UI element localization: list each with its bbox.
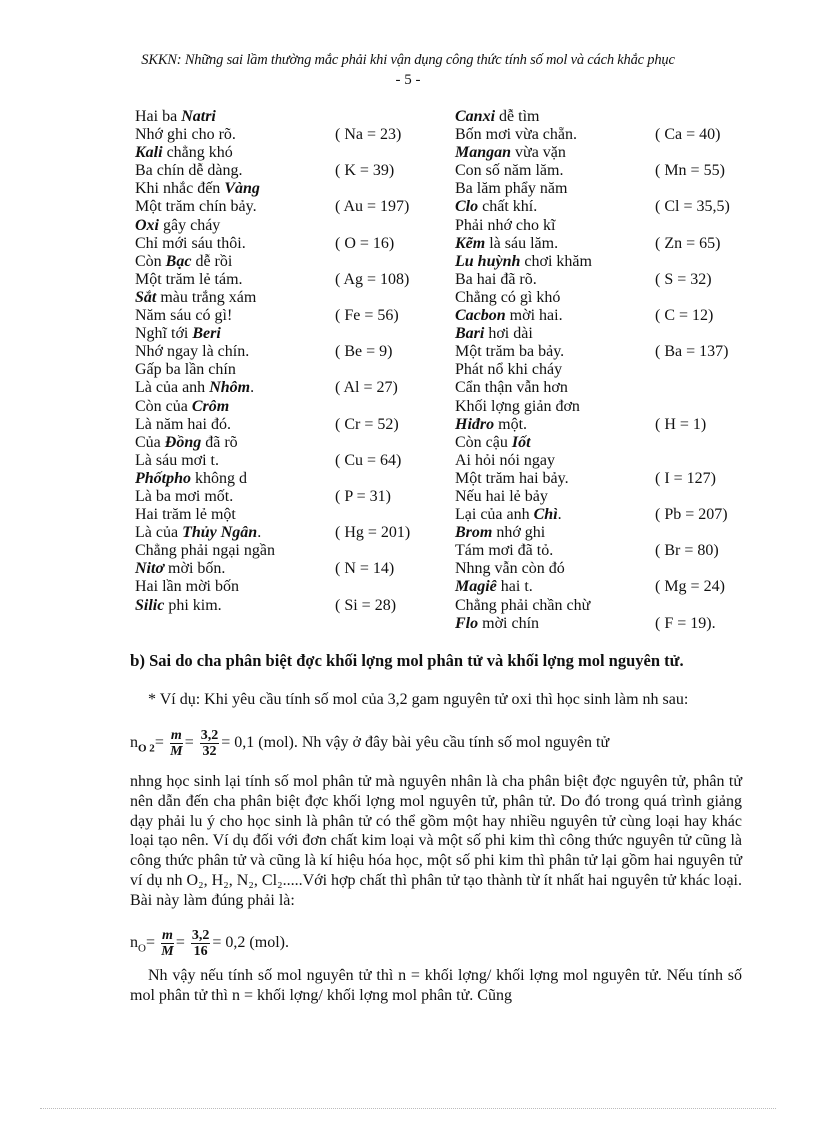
- poem-text: gây cháy: [159, 216, 221, 234]
- poem-left-column: [135, 108, 445, 615]
- poem-line-text: [455, 506, 562, 523]
- eq2-frac2-den: 16: [193, 944, 208, 959]
- poem-line-text: [135, 289, 256, 306]
- poem-text: Còn: [135, 252, 166, 270]
- poem-text: .: [250, 379, 255, 397]
- poem-text: Chẳng có gì khó: [455, 288, 561, 306]
- poem-text: Còn của: [135, 397, 192, 415]
- poem-line: [455, 578, 755, 596]
- element-name: Mangan: [455, 144, 512, 162]
- element-name: Thủy Ngân: [182, 524, 258, 542]
- poem-line-text: [135, 434, 238, 451]
- poem-text: không d: [191, 469, 248, 487]
- poem-line: [135, 560, 445, 578]
- poem-line-text: [455, 361, 562, 378]
- element-name: Bari: [455, 325, 485, 343]
- poem-text: Khối lợng giản đơn: [455, 397, 580, 415]
- atomic-mass-value: ( H = 1): [655, 415, 707, 433]
- poem-line: [455, 416, 755, 434]
- atomic-mass-value: ( Na = 23): [335, 126, 402, 144]
- atomic-mass-value: ( Fe = 56): [335, 307, 399, 325]
- eq1-result: = 0,1 (mol).: [221, 734, 298, 752]
- page-number: - 5 -: [395, 72, 421, 88]
- poem-line: [455, 434, 755, 452]
- poem-line: [455, 615, 755, 633]
- element-name: Sắt: [135, 288, 157, 306]
- poem-line-text: [455, 253, 592, 270]
- eq2-lhs: n: [130, 934, 138, 952]
- poem-line-text: [135, 506, 236, 523]
- poem-line: [455, 379, 755, 397]
- atomic-mass-value: ( S = 32): [655, 270, 712, 288]
- poem-line: [135, 289, 445, 307]
- poem-line-text: [455, 162, 563, 179]
- element-name: Bạc: [165, 252, 192, 270]
- poem-text: Phát nổ khi cháy: [455, 361, 563, 379]
- poem-line-text: [135, 452, 219, 469]
- poem-line-text: [455, 235, 558, 252]
- poem-text: Khi nhắc đến: [135, 180, 225, 198]
- poem-text: Gấp ba lần chín: [135, 361, 236, 379]
- poem-line-text: [455, 524, 545, 541]
- poem-line: [135, 253, 445, 271]
- poem-text: Nghĩ tới: [135, 325, 193, 343]
- eq2-fraction-mM: [161, 928, 174, 959]
- poem-text: Con số năm lăm.: [455, 162, 564, 180]
- atomic-mass-value: ( C = 12): [655, 307, 714, 325]
- element-name: Silic: [135, 596, 165, 614]
- poem-text: chơi khăm: [520, 252, 592, 270]
- poem-text: chẳng khó: [162, 144, 233, 162]
- poem-line: [135, 325, 445, 343]
- eq1-frac2-num: 3,2: [200, 728, 219, 743]
- poem-line: [455, 560, 755, 578]
- atomic-mass-value: ( N = 14): [335, 560, 395, 578]
- poem-line: [455, 361, 755, 379]
- poem-line-text: [135, 162, 243, 179]
- poem-line-text: [135, 488, 233, 505]
- atomic-mass-value: ( Zn = 65): [655, 234, 721, 252]
- atomic-mass-value: ( Cr = 52): [335, 415, 399, 433]
- equation-1: [130, 728, 609, 759]
- poem-line: [455, 108, 755, 126]
- poem-line-text: [455, 289, 560, 306]
- poem-text: Là sáu mơi t.: [135, 451, 219, 469]
- poem-line-text: [455, 180, 567, 197]
- poem-text: là sáu lăm.: [485, 234, 559, 252]
- atomic-mass-value: ( Mn = 55): [655, 162, 725, 180]
- atomic-mass-value: ( Ca = 40): [655, 126, 721, 144]
- eq1-equals-2: =: [184, 734, 194, 752]
- page-bottom-border: [40, 1108, 776, 1109]
- poem-text: một.: [494, 415, 528, 433]
- poem-line: [455, 506, 755, 524]
- atomic-mass-value: ( F = 19).: [655, 614, 716, 632]
- poem-line-text: [455, 217, 555, 234]
- eq1-equals: =: [154, 734, 164, 752]
- element-name: Crôm: [191, 397, 230, 415]
- element-name: Hiđro: [455, 415, 495, 433]
- poem-text: Phải nhớ cho kĩ: [455, 216, 556, 234]
- poem-line: [135, 307, 445, 325]
- poem-line-text: [455, 578, 533, 595]
- poem-text: Bốn mơi vừa chẵn.: [455, 126, 577, 144]
- poem-line: [135, 524, 445, 542]
- poem-line-text: [455, 108, 539, 125]
- poem-line: [455, 597, 755, 615]
- poem-line: [455, 542, 755, 560]
- section-title: ) Sai do cha phân biệt đợc khối lợng mol phân tử và khối lợng mol nguyên tử.: [139, 651, 684, 670]
- poem-line-text: [455, 615, 539, 632]
- atomic-mass-value: ( Ba = 137): [655, 343, 729, 361]
- poem-line: [455, 253, 755, 271]
- element-name: Kẽm: [455, 234, 486, 252]
- poem-text: nhớ ghi: [492, 524, 546, 542]
- poem-text: Nhớ ghi cho rõ.: [135, 126, 236, 144]
- section-label: b: [130, 651, 140, 670]
- poem-line-text: [135, 524, 261, 541]
- atomic-mass-value: ( Br = 80): [655, 542, 719, 560]
- atomic-mass-value: ( Cu = 64): [335, 451, 402, 469]
- poem-text: Là của anh: [135, 379, 210, 397]
- atomic-mass-value: ( Mg = 24): [655, 578, 725, 596]
- element-name: Iốt: [511, 433, 531, 451]
- element-name: Canxi: [455, 108, 496, 125]
- element-name: Nitơ: [135, 560, 165, 578]
- equation-2: [130, 928, 289, 959]
- element-name: Nhôm: [209, 379, 251, 397]
- poem-line: [455, 126, 755, 144]
- poem-text: Còn cậu: [455, 433, 512, 451]
- poem-line-text: [135, 416, 231, 433]
- poem-line-text: [455, 398, 580, 415]
- poem-line: [455, 180, 755, 198]
- poem-line: [135, 398, 445, 416]
- poem-text: Nhng vẫn còn đó: [455, 560, 565, 578]
- element-name: Chì: [533, 506, 558, 524]
- poem-line: [135, 108, 445, 126]
- page-header: SKKN: Những sai lầm thường mắc phải khi vận dụng công thức tính số mol và cách khắc phục: [141, 52, 675, 68]
- eq2-equals-2: =: [175, 934, 185, 952]
- poem-text: Chẳng phải ngại ngần: [135, 542, 275, 560]
- poem-text: dễ tìm: [495, 108, 540, 125]
- poem-text: Cẩn thận vẫn hơn: [455, 379, 568, 397]
- eq2-frac1-num: m: [161, 928, 173, 943]
- poem-text: Hai trăm lẻ một: [135, 506, 236, 524]
- poem-line: [455, 524, 755, 542]
- poem-line-text: [455, 488, 548, 505]
- poem-line: [455, 162, 755, 180]
- poem-text: chất khí.: [478, 198, 538, 216]
- poem-line: [455, 144, 755, 162]
- poem-text: phi kim.: [164, 596, 222, 614]
- element-name: Beri: [192, 325, 221, 343]
- atomic-mass-value: ( Au = 197): [335, 198, 410, 216]
- poem-line-text: [455, 144, 566, 161]
- poem-line-text: [135, 398, 229, 415]
- eq1-lhs: n: [130, 734, 138, 752]
- poem-line-text: [135, 198, 257, 215]
- poem-text: Ai hỏi nói ngay: [455, 451, 555, 469]
- poem-line-text: [455, 379, 568, 396]
- eq1-frac2-den: 32: [202, 744, 217, 759]
- poem-line: [455, 307, 755, 325]
- atomic-mass-value: ( Be = 9): [335, 343, 393, 361]
- poem-line-text: [135, 578, 239, 595]
- eq1-fraction-mM: [170, 728, 183, 759]
- element-name: Kali: [135, 144, 163, 162]
- poem-text: mời bốn.: [164, 560, 226, 578]
- eq2-frac1-den: M: [161, 944, 174, 959]
- eq2-subscript: O: [138, 942, 146, 955]
- poem-text: hơi dài: [484, 325, 533, 343]
- poem-text: Là của: [135, 524, 183, 542]
- poem-line: [455, 271, 755, 289]
- poem-line-text: [135, 343, 249, 360]
- element-name: Magiê: [455, 578, 497, 596]
- poem-text: Ba lăm phẩy năm: [455, 180, 568, 198]
- poem-line-text: [455, 560, 565, 577]
- poem-line: [135, 361, 445, 379]
- element-name: Vàng: [224, 180, 260, 198]
- poem-line-text: [455, 126, 577, 143]
- poem-line: [135, 379, 445, 397]
- element-name: Brom: [455, 524, 493, 542]
- poem-line: [135, 162, 445, 180]
- poem-line: [135, 217, 445, 235]
- poem-line: [135, 470, 445, 488]
- poem-text: Một trăm hai bảy.: [455, 469, 569, 487]
- poem-line-text: [455, 307, 563, 324]
- poem-text: Một trăm chín bảy.: [135, 198, 257, 216]
- poem-text: .: [257, 524, 262, 542]
- poem-text: .: [557, 506, 562, 524]
- eq1-frac1-num: m: [170, 728, 182, 743]
- poem-line: [135, 343, 445, 361]
- poem-line-text: [135, 180, 260, 197]
- poem-text: Ba hai đã rõ.: [455, 270, 537, 288]
- atomic-mass-value: ( Si = 28): [335, 596, 397, 614]
- element-name: Flo: [455, 614, 479, 632]
- poem-text: Ba chín dễ dàng.: [135, 162, 243, 180]
- poem-line-text: [135, 597, 222, 614]
- conclusion-paragraph: Nh vậy nếu tính số mol nguyên tử thì n = khối lợng/ khối lợng mol nguyên tử. Nếu tính số mol phân tử thì n = khối lợng/ khối lợng mol phân tử. Cũng: [130, 967, 742, 1004]
- poem-text: màu trắng xám: [156, 288, 257, 306]
- poem-line: [455, 452, 755, 470]
- poem-line: [135, 542, 445, 560]
- element-name: Clo: [455, 198, 479, 216]
- poem-line-text: [455, 597, 590, 614]
- poem-line: [135, 235, 445, 253]
- poem-text: Chẳng phải chần chừ: [455, 596, 591, 614]
- poem-line: [135, 180, 445, 198]
- atomic-mass-value: ( Al = 27): [335, 379, 398, 397]
- eq2-frac2-num: 3,2: [191, 928, 210, 943]
- poem-text: Là năm hai đó.: [135, 415, 231, 433]
- poem-text: mời hai.: [505, 307, 563, 325]
- poem-line: [135, 126, 445, 144]
- poem-text: Nhớ ngay là chín.: [135, 343, 250, 361]
- poem-line: [455, 398, 755, 416]
- poem-line: [135, 452, 445, 470]
- poem-line: [135, 416, 445, 434]
- poem-line: [135, 434, 445, 452]
- atomic-mass-value: ( K = 39): [335, 162, 395, 180]
- poem-text: Là ba mơi mốt.: [135, 487, 234, 505]
- eq2-fraction-values: [191, 928, 211, 959]
- poem-line-text: [455, 198, 537, 215]
- poem-line: [455, 289, 755, 307]
- poem-text: Hai lần mời bốn: [135, 578, 239, 596]
- poem-line: [455, 488, 755, 506]
- poem-line-text: [455, 343, 564, 360]
- eq1-trail-text: Nh vậy ở đây bài yêu cầu tính số mol nguyên tử: [297, 734, 610, 752]
- poem-line-text: [455, 325, 533, 342]
- element-name: Natri: [181, 108, 216, 125]
- explanation-paragraph: nhng học sinh lại tính số mol phân tử mà nguyên nhân là cha phân biệt đợc nguyên tử, phân tử nên dẫn đến cha phân biệt đợc khối lợng mol nguyên tử, phân tử. Do đó trong quá trình giảng dạy phải lu ý cho học sinh là phân tử có thể gồm một hay nhiều nguyên tử cùng loại hay khác loại tạo nên. Ví dụ đối với đơn chất kim loại và một số phi kim thì công thức nguyên tử cũng là công thức phân tử và cũng là kí hiệu hóa học, một số phi kim thì phân tử lại gồm hai nguyên tử ví dụ nh O₂, H₂, N₂, Cl₂.....Với hợp chất thì phân tử tạo thành từ ít nhất hai nguyên tử khác loại. Bài này làm đúng phải là:: [130, 773, 742, 909]
- element-name: Đồng: [164, 433, 202, 451]
- atomic-mass-value: ( Cl = 35,5): [655, 198, 730, 216]
- eq1-frac1-den: M: [170, 744, 183, 759]
- poem-line-text: [135, 144, 233, 161]
- poem-line-text: [135, 379, 254, 396]
- poem-line: [135, 198, 445, 216]
- poem-text: Tám mơi đã tỏ.: [455, 542, 554, 560]
- poem-line-text: [135, 470, 247, 487]
- poem-line: [455, 235, 755, 253]
- poem-line-text: [135, 361, 236, 378]
- poem-line: [455, 198, 755, 216]
- poem-line-text: [455, 542, 553, 559]
- poem-right-column: [455, 108, 755, 633]
- section-heading: [130, 652, 742, 670]
- poem-text: Một trăm lẻ tám.: [135, 270, 243, 288]
- poem-line: [455, 470, 755, 488]
- poem-line: [135, 578, 445, 596]
- poem-line: [455, 343, 755, 361]
- poem-line-text: [135, 253, 232, 270]
- poem-text: Lại của anh: [455, 506, 534, 524]
- eq2-equals: =: [145, 934, 155, 952]
- poem-line-text: [135, 217, 220, 234]
- eq1-subscript: O 2: [138, 742, 155, 755]
- poem-line-text: [135, 307, 232, 324]
- poem-line-text: [455, 416, 527, 433]
- element-name: Lu huỳnh: [455, 252, 521, 270]
- poem-line: [135, 506, 445, 524]
- poem-line-text: [455, 470, 569, 487]
- example-intro: * Ví dụ: Khi yêu cầu tính số mol của 3,2 gam nguyên tử oxi thì học sinh làm nh sau:: [148, 691, 689, 708]
- poem-line-text: [135, 235, 246, 252]
- poem-line-text: [455, 434, 531, 451]
- poem-text: dễ rồi: [191, 252, 233, 270]
- element-name: Oxi: [135, 216, 159, 234]
- poem-text: đã rõ: [201, 433, 238, 451]
- poem-text: Nếu hai lẻ bảy: [455, 487, 548, 505]
- poem-line-text: [135, 126, 236, 143]
- poem-line: [135, 488, 445, 506]
- poem-line-text: [135, 108, 216, 125]
- atomic-mass-value: ( Ag = 108): [335, 270, 410, 288]
- poem-line: [135, 144, 445, 162]
- poem-line-text: [135, 542, 275, 559]
- atomic-mass-value: ( P = 31): [335, 487, 391, 505]
- atomic-mass-value: ( O = 16): [335, 234, 395, 252]
- poem-text: Của: [135, 433, 165, 451]
- poem-line: [455, 325, 755, 343]
- poem-text: Hai ba: [135, 108, 182, 125]
- poem-text: vừa vặn: [511, 144, 566, 162]
- poem-line: [135, 597, 445, 615]
- poem-text: mời chín: [478, 614, 540, 632]
- element-name: Cacbon: [455, 307, 506, 325]
- eq1-fraction-values: [200, 728, 220, 759]
- poem-line: [135, 271, 445, 289]
- element-name: Phốtpho: [135, 469, 192, 487]
- poem-line-text: [455, 271, 537, 288]
- atomic-mass-value: ( I = 127): [655, 469, 717, 487]
- poem-line: [455, 217, 755, 235]
- poem-line-text: [135, 325, 221, 342]
- poem-line-text: [455, 452, 555, 469]
- atomic-mass-value: ( Hg = 201): [335, 524, 411, 542]
- poem-text: Chỉ mới sáu thôi.: [135, 234, 246, 252]
- poem-text: hai t.: [496, 578, 533, 596]
- poem-line-text: [135, 271, 243, 288]
- atomic-mass-value: ( Pb = 207): [655, 506, 728, 524]
- poem-text: Năm sáu có gì!: [135, 307, 233, 325]
- eq2-result: = 0,2 (mol).: [212, 934, 289, 952]
- poem-line-text: [135, 560, 225, 577]
- poem-text: Một trăm ba bảy.: [455, 343, 565, 361]
